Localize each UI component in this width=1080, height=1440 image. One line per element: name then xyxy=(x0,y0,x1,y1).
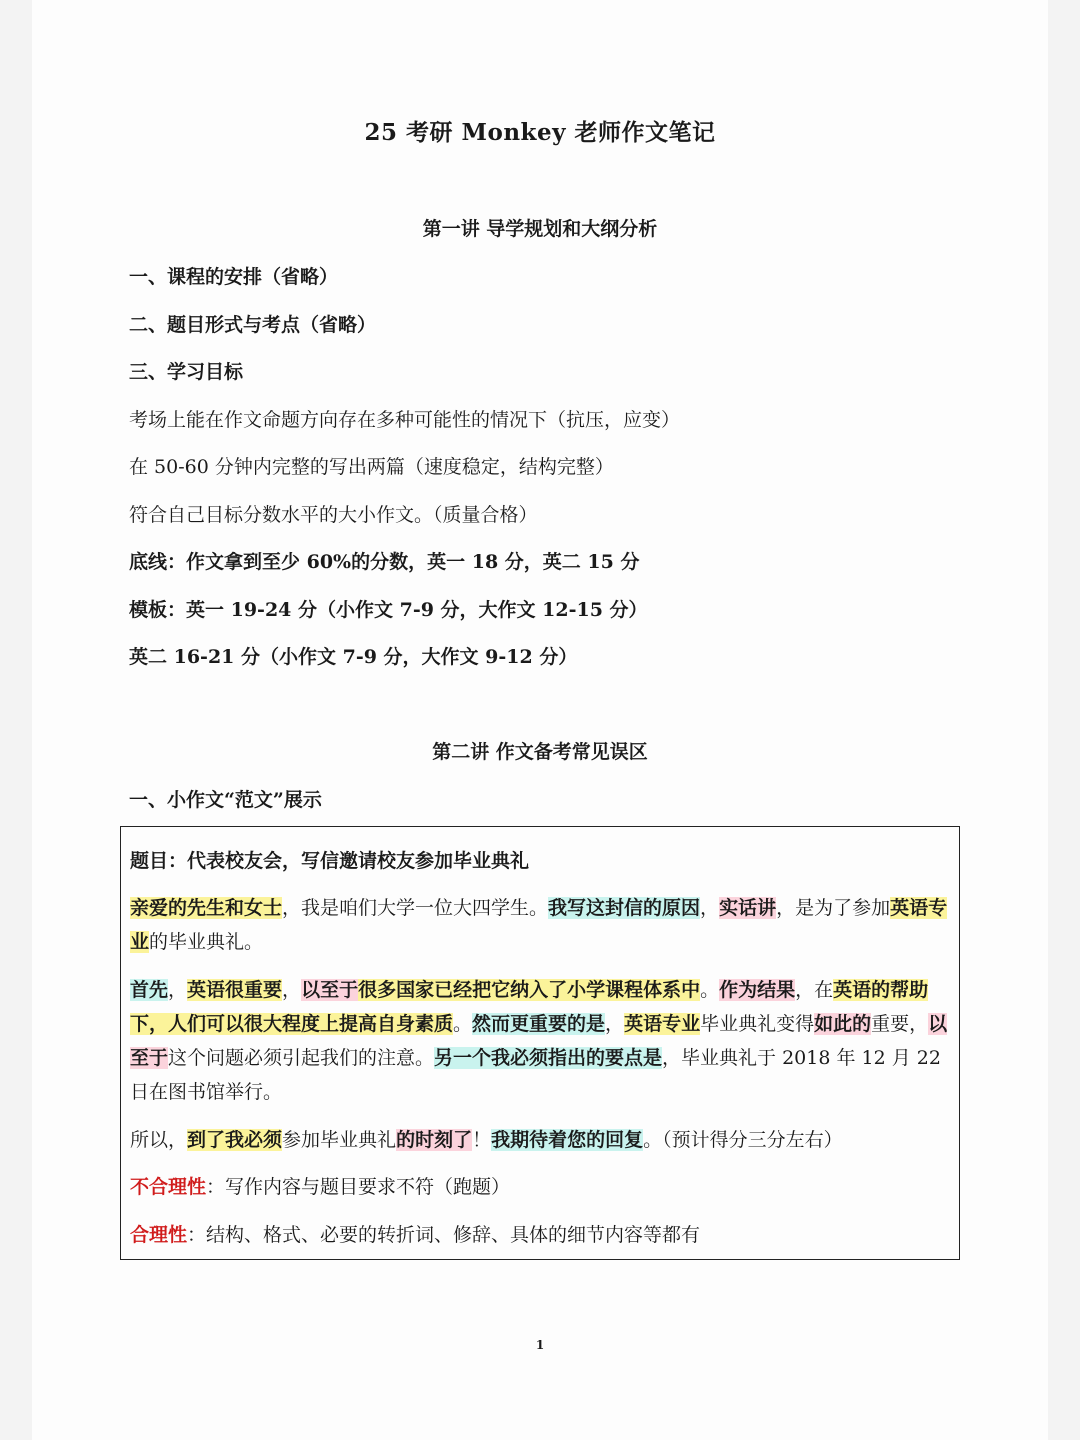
phrase: ，毕业典礼于 2018 年 12 月 22 日在图书馆举行。 xyxy=(130,1047,941,1103)
goal-line-1: 考场上能在作文命题方向存在多种可能性的情况下（抗压，应变） xyxy=(129,409,681,431)
phrase: 的毕业典礼。 xyxy=(149,931,264,953)
phrase-highlight: 如此的 xyxy=(814,1013,872,1035)
reasonable-note xyxy=(130,1218,951,1252)
sample-essay-box xyxy=(120,826,960,1260)
essay-paragraph-3 xyxy=(130,1123,951,1157)
phrase-highlight: 我写这封信的原因 xyxy=(548,897,701,919)
phrase-highlight: 到了我必须 xyxy=(187,1129,283,1151)
reasonable-label: 合理性 xyxy=(130,1224,188,1246)
phrase-highlight: 然而更重要的是 xyxy=(472,1013,606,1035)
phrase-highlight: 以至于 xyxy=(130,1013,948,1069)
lecture2-heading: 第二讲 作文备考常见误区 xyxy=(432,741,648,763)
phrase: ， xyxy=(605,1013,625,1035)
template-line-2: 英二 16-21 分（小作文 7-9 分，大作文 9-12 分） xyxy=(129,646,578,668)
document-title: 25 考研 Monkey 老师作文笔记 xyxy=(364,119,716,146)
unreasonable-text: ：写作内容与题目要求不符（跑题） xyxy=(206,1176,511,1198)
phrase-highlight: 英语的帮助下，人们可以很大程度上提高自身素质 xyxy=(130,979,929,1035)
phrase: ，是为了参加 xyxy=(776,897,891,919)
phrase: ，在 xyxy=(795,979,834,1001)
phrase: 。 xyxy=(700,979,720,1001)
phrase: 参加毕业典礼 xyxy=(282,1129,397,1151)
phrase: 毕业典礼变得 xyxy=(700,1013,815,1035)
lecture1-item-3: 三、学习目标 xyxy=(129,361,244,383)
document-page xyxy=(32,0,1048,1440)
phrase-highlight: 以至于 xyxy=(301,979,359,1001)
phrase: 这个问题必须引起我们的注意。 xyxy=(168,1047,435,1069)
phrase-highlight: 首先 xyxy=(130,979,169,1001)
phrase: 。（预计得分三分左右） xyxy=(643,1129,843,1151)
lecture1-heading: 第一讲 导学规划和大纲分析 xyxy=(422,218,658,240)
phrase-highlight: 亲爱的先生和女士 xyxy=(130,897,283,919)
phrase-highlight: 很多国家已经把它纳入了小学课程体系中 xyxy=(358,979,701,1001)
essay-topic: 题目：代表校友会，写信邀请校友参加毕业典礼 xyxy=(130,850,530,872)
phrase-highlight: 另一个我必须指出的要点是 xyxy=(434,1047,663,1069)
phrase: ， xyxy=(168,1129,188,1151)
phrase-highlight: 作为结果 xyxy=(719,979,796,1001)
essay-paragraph-1 xyxy=(130,891,951,959)
phrase-highlight: 我期待着您的回复 xyxy=(491,1129,644,1151)
phrase: ， xyxy=(168,979,188,1001)
lecture2-section-1: 一、小作文“范文”展示 xyxy=(129,789,322,811)
phrase-highlight: 英语很重要 xyxy=(187,979,283,1001)
phrase-highlight: 实话讲 xyxy=(719,897,777,919)
goal-line-2: 在 50-60 分钟内完整的写出两篇（速度稳定，结构完整） xyxy=(129,456,614,478)
phrase: ， xyxy=(700,897,720,919)
lecture1-item-1: 一、课程的安排（省略） xyxy=(129,266,339,288)
lecture1-item-2: 二、题目形式与考点（省略） xyxy=(129,314,377,336)
phrase-highlight: 的时刻了 xyxy=(396,1129,473,1151)
template-line-1: 模板：英一 19-24 分（小作文 7-9 分，大作文 12-15 分） xyxy=(129,599,648,621)
phrase-highlight: 英语专业 xyxy=(624,1013,701,1035)
phrase: ， xyxy=(282,979,302,1001)
phrase: 所以 xyxy=(130,1129,169,1151)
unreasonable-label: 不合理性 xyxy=(130,1176,207,1198)
unreasonable-note xyxy=(130,1170,951,1204)
phrase: ，我是咱们大学一位大四学生。 xyxy=(282,897,549,919)
phrase-highlight: 英语专业 xyxy=(130,897,948,953)
phrase: 。 xyxy=(453,1013,473,1035)
reasonable-text: ：结构、格式、必要的转折词、修辞、具体的细节内容等都有 xyxy=(187,1224,701,1246)
baseline-line: 底线：作文拿到至少 60%的分数，英一 18 分，英二 15 分 xyxy=(129,551,640,573)
goal-line-3: 符合自己目标分数水平的大小作文。（质量合格） xyxy=(129,504,538,526)
essay-paragraph-2 xyxy=(130,973,951,1109)
page-number: 1 xyxy=(535,1338,545,1352)
phrase: 重要， xyxy=(871,1013,929,1035)
phrase: ！ xyxy=(472,1129,492,1151)
